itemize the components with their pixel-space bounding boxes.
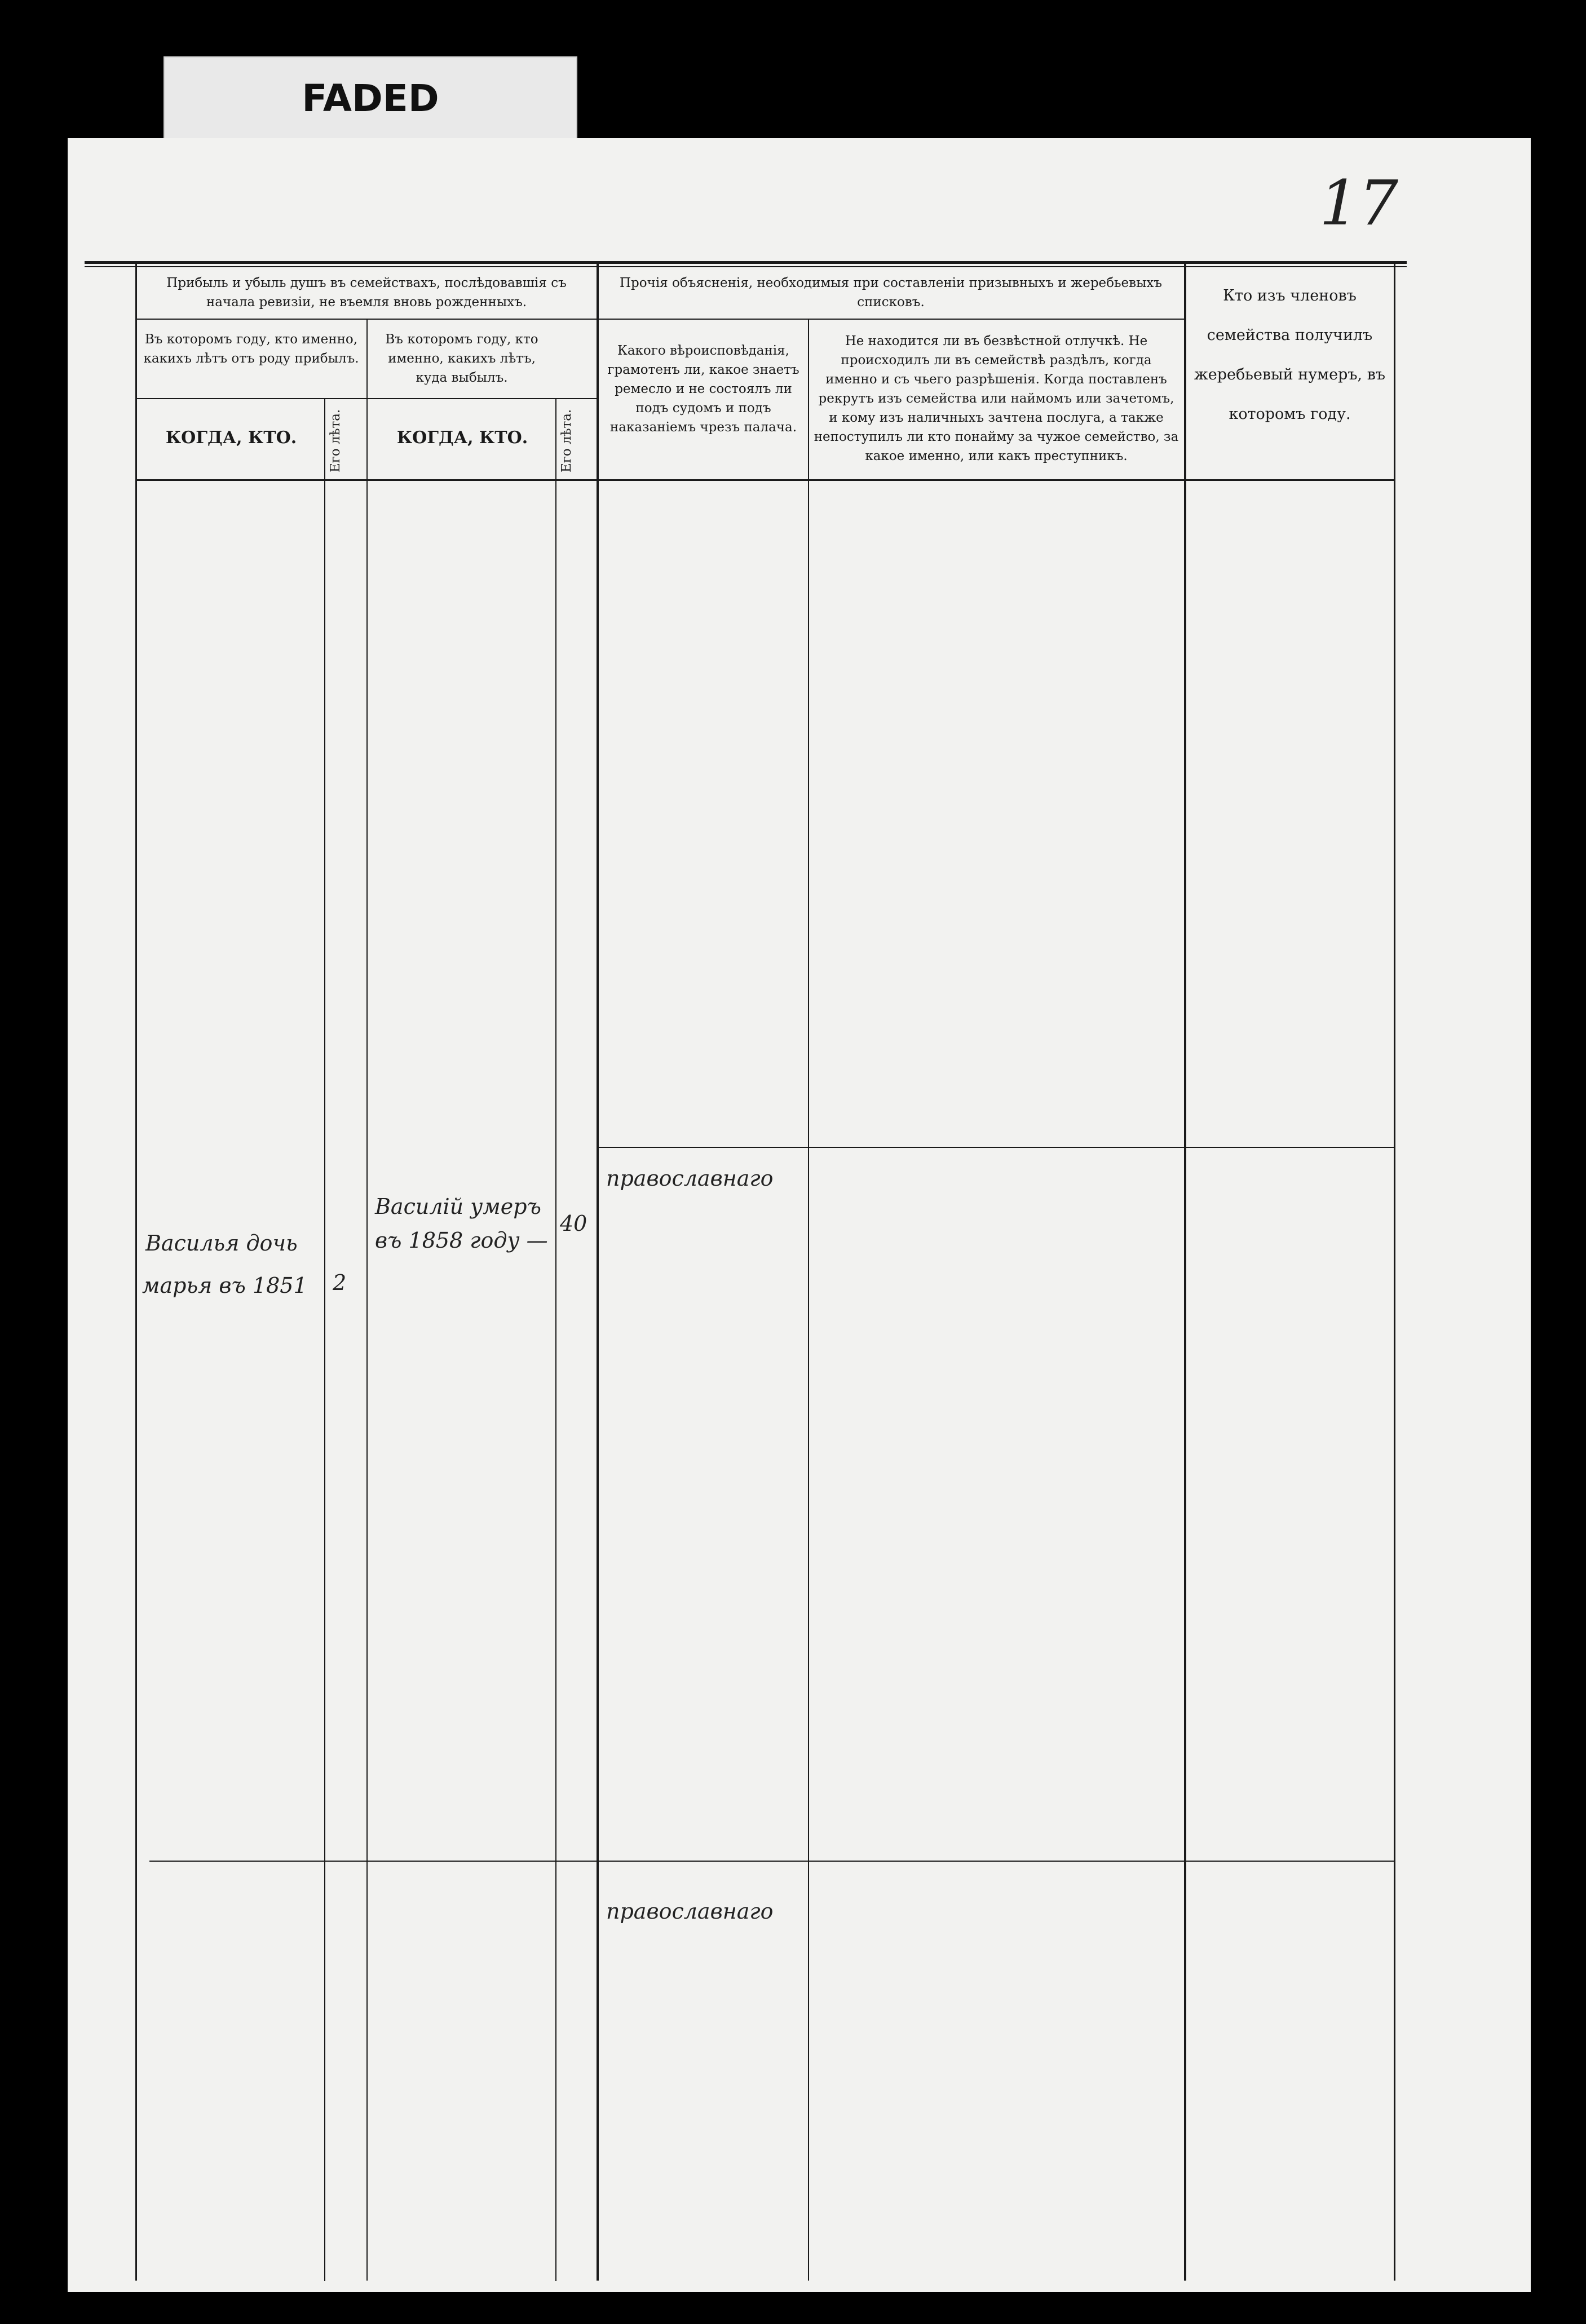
page-number: 17 <box>1319 167 1398 239</box>
column-rule-group2 <box>597 262 599 2281</box>
header-religion: Какого вѣроисповѣданія, грамотенъ ли, какое знаетъ ремесло и не состоялъ ли подъ судомъ и подъ наказаніемъ чрезъ палача. <box>607 343 799 435</box>
header-age-2: Его лѣта. <box>559 409 574 473</box>
header-lot-number: Кто изъ членовъ семейства получилъ жеребьевый нумеръ, въ которомъ году. <box>1194 287 1386 423</box>
entry-departed-age: 40 <box>560 1211 587 1236</box>
entry-religion-1: православнаго <box>606 1166 774 1191</box>
entry-arrived-line1: Василья дочь <box>145 1231 298 1256</box>
header-absence: Не находится ли въ безвѣстной отлучкѣ. Не происходилъ ли въ семействѣ раздѣлъ, когда именно и съ чьего разрѣшенія. Когда поставленъ рекрутъ изъ семейства или наймомъ или зачетомъ, и кому изъ наличныхъ зачтена послуга, а также непоступилъ ли кто понаймy за чужое семейство, за какое именно, или какъ преступникъ. <box>814 334 1179 463</box>
header-explanations-title: Прочія объясненія, необходимыя при составленіи призывныхъ и жеребьевыхъ списковъ. <box>619 276 1162 310</box>
table-top-rule <box>85 261 1407 264</box>
column-rule-departed <box>366 319 368 2281</box>
group-header-divider <box>135 319 1184 320</box>
column-rule-age2 <box>555 398 556 2281</box>
column-rule-right <box>1394 262 1395 2281</box>
column-rule-absence <box>808 320 809 2281</box>
header-when-who-1: КОГДА, КТО. <box>165 428 297 448</box>
entry-departed-line1: Василій умеръ <box>375 1194 541 1219</box>
row-divider-1 <box>598 1147 1395 1148</box>
header-when-who-2: КОГДА, КТО. <box>396 428 528 448</box>
table-top-rule-inner <box>85 266 1407 267</box>
header-arrived: Въ которомъ году, кто именно, какихъ лѣтъ отъ роду прибылъ. <box>143 332 359 366</box>
header-departed: Въ которомъ году, кто именно, какихъ лѣтъ, куда выбылъ. <box>385 332 538 385</box>
entry-arrived-line2: марья въ 1851 <box>142 1273 307 1298</box>
column-rule-lot <box>1184 262 1186 2281</box>
column-rule-left <box>135 262 137 2281</box>
header-age-1: Его лѣта. <box>328 409 343 473</box>
faded-document-label: FADED <box>164 56 577 140</box>
entry-departed-line2: въ 1858 году — <box>375 1228 548 1253</box>
entry-religion-2: православнаго <box>606 1899 774 1924</box>
register-sheet <box>68 138 1531 2292</box>
row-divider-2 <box>149 1861 1395 1862</box>
header-gain-loss-title: Прибыль и убыль душъ въ семействахъ, послѣдовавшія съ начала ревизіи, не въемля вновь рожденныхъ. <box>166 276 567 310</box>
entry-arrived-age: 2 <box>333 1270 347 1295</box>
column-rule-age1 <box>324 398 325 2281</box>
